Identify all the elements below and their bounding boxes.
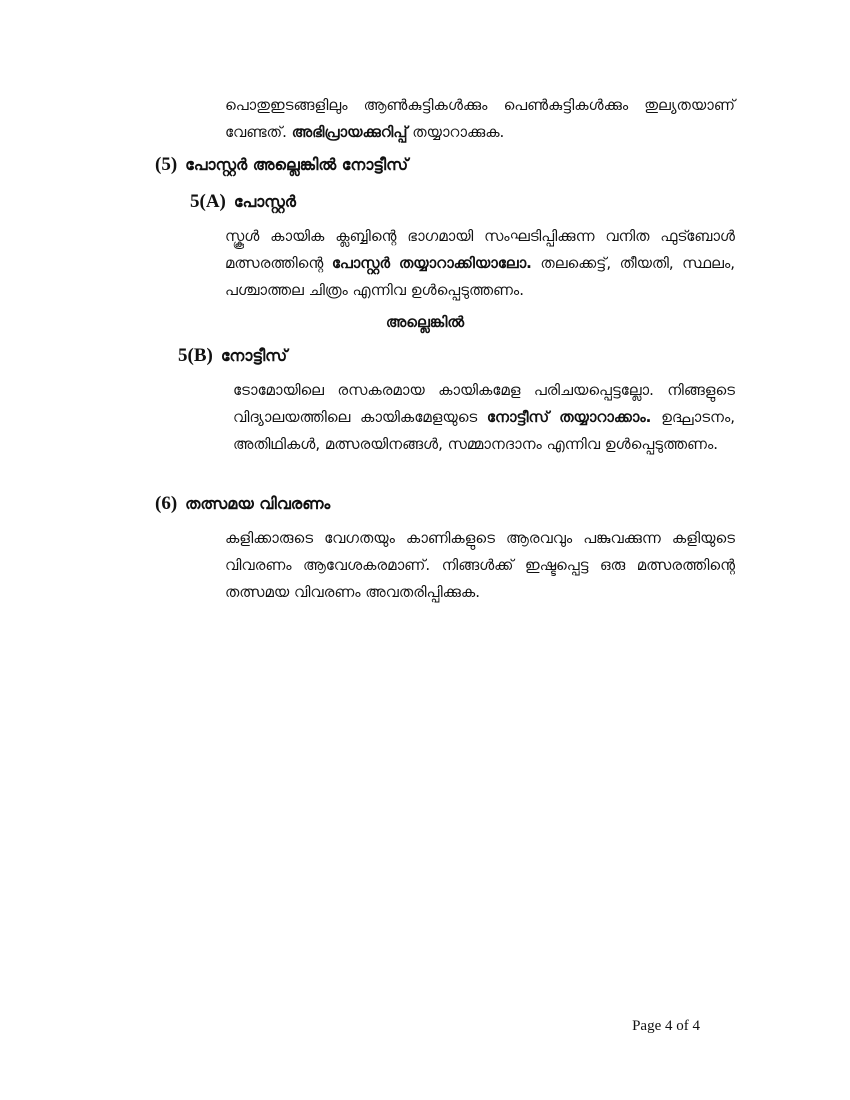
section-5a-text-end: തലക്കെട്ട്, തീയതി, സ്ഥലം, പശ്ചാത്തല ചിത്രം എന്നിവ ഉൾപ്പെടുത്തണം. xyxy=(225,254,735,299)
section-5b-heading xyxy=(178,345,287,367)
intro-text-end: തയ്യാറാക്കുക. xyxy=(407,123,505,141)
section-5a-paragraph xyxy=(225,223,735,304)
section-5b-paragraph xyxy=(233,377,735,458)
section-5a-bold-text: പോസ്റ്റർ തയ്യാറാക്കിയാലോ. xyxy=(331,254,532,272)
section-6-heading xyxy=(155,493,330,515)
section-5b-bold-text: നോട്ടീസ് തയ്യാറാക്കാം. xyxy=(486,408,652,426)
section-5b-title: നോട്ടീസ് xyxy=(220,346,288,365)
or-label: അല്ലെങ്കിൽ xyxy=(385,313,465,331)
section-5b-text-end: ഉദ്ഘാടനം, അതിഥികൾ, മത്സരയിനങ്ങൾ, സമ്മാനദാനം എന്നിവ ഉൾപ്പെടുത്തണം. xyxy=(233,408,735,453)
section-5b-text: ടോമോയിലെ രസകരമായ കായികമേള പരിചയപ്പെട്ടല്ലോ. നിങ്ങളുടെ വിദ്യാലയത്തിലെ കായികമേളയുടെ xyxy=(233,381,735,426)
section-5a-title: പോസ്റ്റർ xyxy=(233,192,296,211)
intro-text: പൊതുഇടങ്ങളിലും ആൺകുട്ടികൾക്കും പെൺകുട്ടികൾക്കും തുല്യതയാണ് വേണ്ടത്. xyxy=(225,96,735,141)
section-5-number: (5) xyxy=(155,154,178,175)
section-5a-number: 5(A) xyxy=(190,191,226,212)
section-5-title: പോസ്റ്റർ അല്ലെങ്കിൽ നോട്ടീസ് xyxy=(185,155,409,174)
section-5b-number: 5(B) xyxy=(178,345,213,366)
section-6-number: (6) xyxy=(155,493,178,514)
section-6-title: തത്സമയ വിവരണം xyxy=(185,494,331,513)
page-number: Page 4 of 4 xyxy=(632,1018,700,1034)
section-6-paragraph: കളിക്കാരുടെ വേഗതയും കാണികളുടെ ആരവവും പങ്കുവക്കുന്ന കളിയുടെ വിവരണം ആവേശകരമാണ്. നിങ്ങൾക്ക് ഇഷ്ടപ്പെട്ട ഒരു മത്സരത്തിന്റെ തത്സമയ വിവരണം അവതരിപ്പിക്കുക. xyxy=(225,529,735,601)
section-5a-text: സ്കൂൾ കായിക ക്ലബ്ബിന്റെ ഭാഗമായി സംഘടിപ്പിക്കുന്ന വനിത ഫുട്ബോൾ മത്സരത്തിന്റെ xyxy=(225,227,735,272)
intro-paragraph xyxy=(225,92,735,146)
section-5a-heading xyxy=(190,191,296,213)
section-5-heading xyxy=(155,154,408,176)
intro-bold-text: അഭിപ്രായക്കുറിപ്പ് xyxy=(291,123,408,141)
